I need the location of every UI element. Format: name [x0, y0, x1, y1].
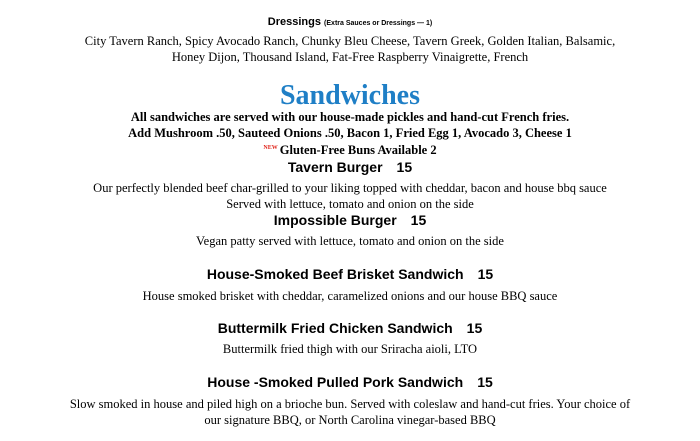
item-price: 15	[466, 320, 483, 336]
item-name: Tavern Burger	[287, 159, 383, 175]
item-price: 15	[396, 159, 413, 175]
menu-item-fried-chicken	[0, 320, 700, 336]
menu-item-pulled-pork	[0, 374, 700, 390]
item-description: House smoked brisket with cheddar, caramelized onions and our house BBQ sauce	[142, 289, 558, 303]
item-price: 15	[477, 374, 493, 390]
dressings-title: Dressings	[267, 16, 321, 28]
menu-item-beef-brisket	[0, 266, 700, 282]
new-badge: NEW	[263, 145, 278, 151]
item-description: Vegan patty served with lettuce, tomato and onion on the side	[196, 234, 504, 248]
item-name: House-Smoked Beef Brisket Sandwich	[206, 266, 464, 282]
gluten-free-note	[0, 140, 700, 158]
item-description: Served with lettuce, tomato and onion on the side	[226, 197, 474, 211]
item-description: our signature BBQ, or North Carolina vinegar-based BBQ	[204, 413, 496, 427]
item-name: Buttermilk Fried Chicken Sandwich	[217, 320, 453, 336]
item-description: Our perfectly blended beef char-grilled to your liking topped with cheddar, bacon and house bbq sauce	[93, 181, 607, 195]
item-description: Buttermilk fried thigh with our Sriracha aioli, LTO	[222, 342, 478, 356]
gluten-free-text: Gluten-Free Buns Available 2	[279, 143, 437, 158]
item-name: Impossible Burger	[273, 212, 397, 228]
dressings-heading	[0, 16, 700, 28]
dressings-note: (Extra Sauces or Dressings — 1)	[324, 20, 433, 27]
menu-item-impossible-burger	[0, 212, 700, 228]
dressings-list-line-2: Honey Dijon, Thousand Island, Fat-Free Raspberry Vinaigrette, French	[171, 50, 529, 64]
section-title: Sandwiches	[279, 80, 421, 111]
sandwiches-intro-line-1: All sandwiches are served with our house-made pickles and hand-cut French fries.	[130, 110, 570, 124]
item-description: Slow smoked in house and piled high on a brioche bun. Served with coleslaw and hand-cut fries. Your choice of	[69, 397, 631, 411]
sandwiches-intro-line-2: Add Mushroom .50, Sauteed Onions .50, Bacon 1, Fried Egg 1, Avocado 3, Cheese 1	[128, 126, 572, 140]
item-price: 15	[410, 212, 427, 228]
menu-item-tavern-burger	[0, 159, 700, 175]
item-price: 15	[477, 266, 494, 282]
item-name: House -Smoked Pulled Pork Sandwich	[207, 374, 464, 390]
dressings-list-line-1: City Tavern Ranch, Spicy Avocado Ranch, Chunky Bleu Cheese, Tavern Greek, Golden Italian, Balsamic,	[84, 34, 616, 48]
